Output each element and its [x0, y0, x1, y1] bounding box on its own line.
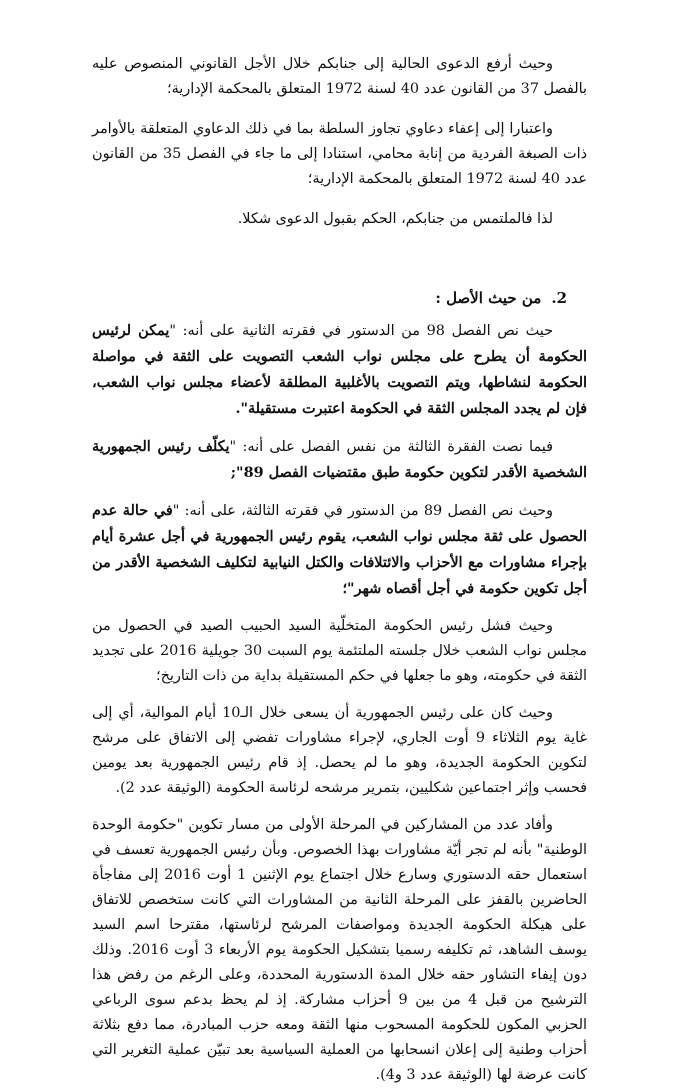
- paragraph-confidence-vote: وحيث فشل رئيس الحكومة المتخلّية السيد الحبيب الصيد في الحصول من مجلس نواب الشعب خلال جلسته الملتئمة يوم السبت 30 جويلية 2016 على تجديد الثقة في حكومته، وهو ما جعلها في حكم المستقيلة بداية من ذات التاريخ؛: [92, 618, 587, 684]
- paragraph-participants-testimony: وأفاد عدد من المشاركين في المرحلة الأولى من مسار تكوين "حكومة الوحدة الوطنية" بأنه لم تجر أيّة مشاورات بهذا الخصوص. وبأن رئيس الجمهورية تعسف في استعمال حقه الدستوري وسارع خلال اجتماع يوم الإثنين 1 أوت 2016 إلى مفاجأة الحاضرين بالقفز على المرحلة الثانية من المشاورات التي كانت ستخصص للاتفاق على هيكلة الحكومة الجديدة ومواصفات المرشح لرئاستها، مقترحا اسم السيد يوسف الشاهد، ثم تكليفه رسميا بتشكيل الحكومة يوم الأربعاء 3 أوت 2016. وذلك دون إيفاء التشاور حقه خلال المدة الدستورية المحددة، وعلى الرغم من رفض هذا الترشيح من قبل 4 من بين 9 أحزاب مشاركة. إذ لم يحظ بدعم سوى الرباعي الحزبي المكون للحكومة المسحوب منها الثقة ومعه حزب المبادرة، مما دفع بثلاثة أحزاب وطنية إلى إعلان انسحابها من العملية السياسية بعد تبيّن عملية التغرير التي كانت عرضة لها (الوثيقة عدد 3 و4).: [92, 817, 587, 1083]
- paragraph-deadline: وحيث أرفع الدعوى الحالية إلى جنابكم خلال الأجل القانوني المنصوص عليه بالفصل 37 من القانون عدد 40 لسنة 1972 المتعلق بالمحكمة الإدارية؛: [92, 56, 587, 97]
- paragraph-article-98-quote: يمكن لرئيس الحكومة أن يطرح على مجلس نواب الشعب التصويت على الثقة في مواصلة الحكومة لنشاطها، ويتم التصويت بالأغلبية المطلقة لأعضاء مجلس نواب الشعب، فإن لم يجدد المجلس الثقة في الحكومة اعتبرت مستقيلة".: [92, 322, 587, 417]
- paragraph-article-98-third-quote: يكلّف رئيس الجمهورية الشخصية الأقدر لتكوين حكومة طبق مقتضيات الفصل 89";: [92, 438, 587, 481]
- section-title: من حيث الأصل :: [435, 289, 542, 307]
- paragraph-article-98-intro: حيث نص الفصل 98 من الدستور في فقرته الثانية على أنه: ": [169, 323, 553, 339]
- paragraph-consultations: وحيث كان على رئيس الجمهورية أن يسعى خلال الـ10 أيام الموالية، أي إلى غاية يوم الثلاثاء 9 أوت الجاري، لإجراء مشاورات تفضي إلى الاتفاق على مرشح لتكوين الحكومة الجديدة، وهو ما لم يحصل. إذ قام رئيس الجمهورية بعد يومين فحسب وإثر اجتماعين شكليين، بتمرير مرشحه لرئاسة الحكومة (الوثيقة عدد 2).: [92, 705, 588, 796]
- paragraph-lawyer-exemption: واعتبارا إلى إعفاء دعاوي تجاوز السلطة بما في ذلك الدعاوي المتعلقة بالأوامر ذات الصبغة الفردية من إنابة محامي، استنادا إلى ما جاء في الفصل 35 من القانون عدد 40 لسنة 1972 المتعلق بالمحكمة الإدارية؛: [92, 121, 587, 187]
- paragraph-article-98-third: [92, 434, 587, 486]
- paragraph-article-89: [92, 498, 587, 602]
- paragraph-article-98-third-intro: فيما نصت الفقرة الثالثة من نفس الفصل على أنه: ": [229, 439, 553, 455]
- paragraph-article-89-intro: وحيث نص الفصل 89 من الدستور في فقرته الثالثة، على أنه: ": [172, 503, 554, 519]
- paragraph-article-98: [92, 318, 587, 422]
- section-heading-merits: [92, 286, 587, 310]
- paragraph-article-89-quote: في حالة عدم الحصول على ثقة مجلس نواب الشعب، يقوم رئيس الجمهورية في أجل عشرة أيام بإجراء مشاورات مع الأحزاب والائتلافات والكتل النيابية لتكليف الشخصية الأقدر من أجل تكوين حكومة في أجل أقصاه شهر"؛: [92, 502, 587, 597]
- section-number: 2.: [551, 289, 567, 307]
- paragraph-request-admissibility: لذا فالملتمس من جنابكم، الحكم بقبول الدعوى شكلا.: [237, 211, 553, 227]
